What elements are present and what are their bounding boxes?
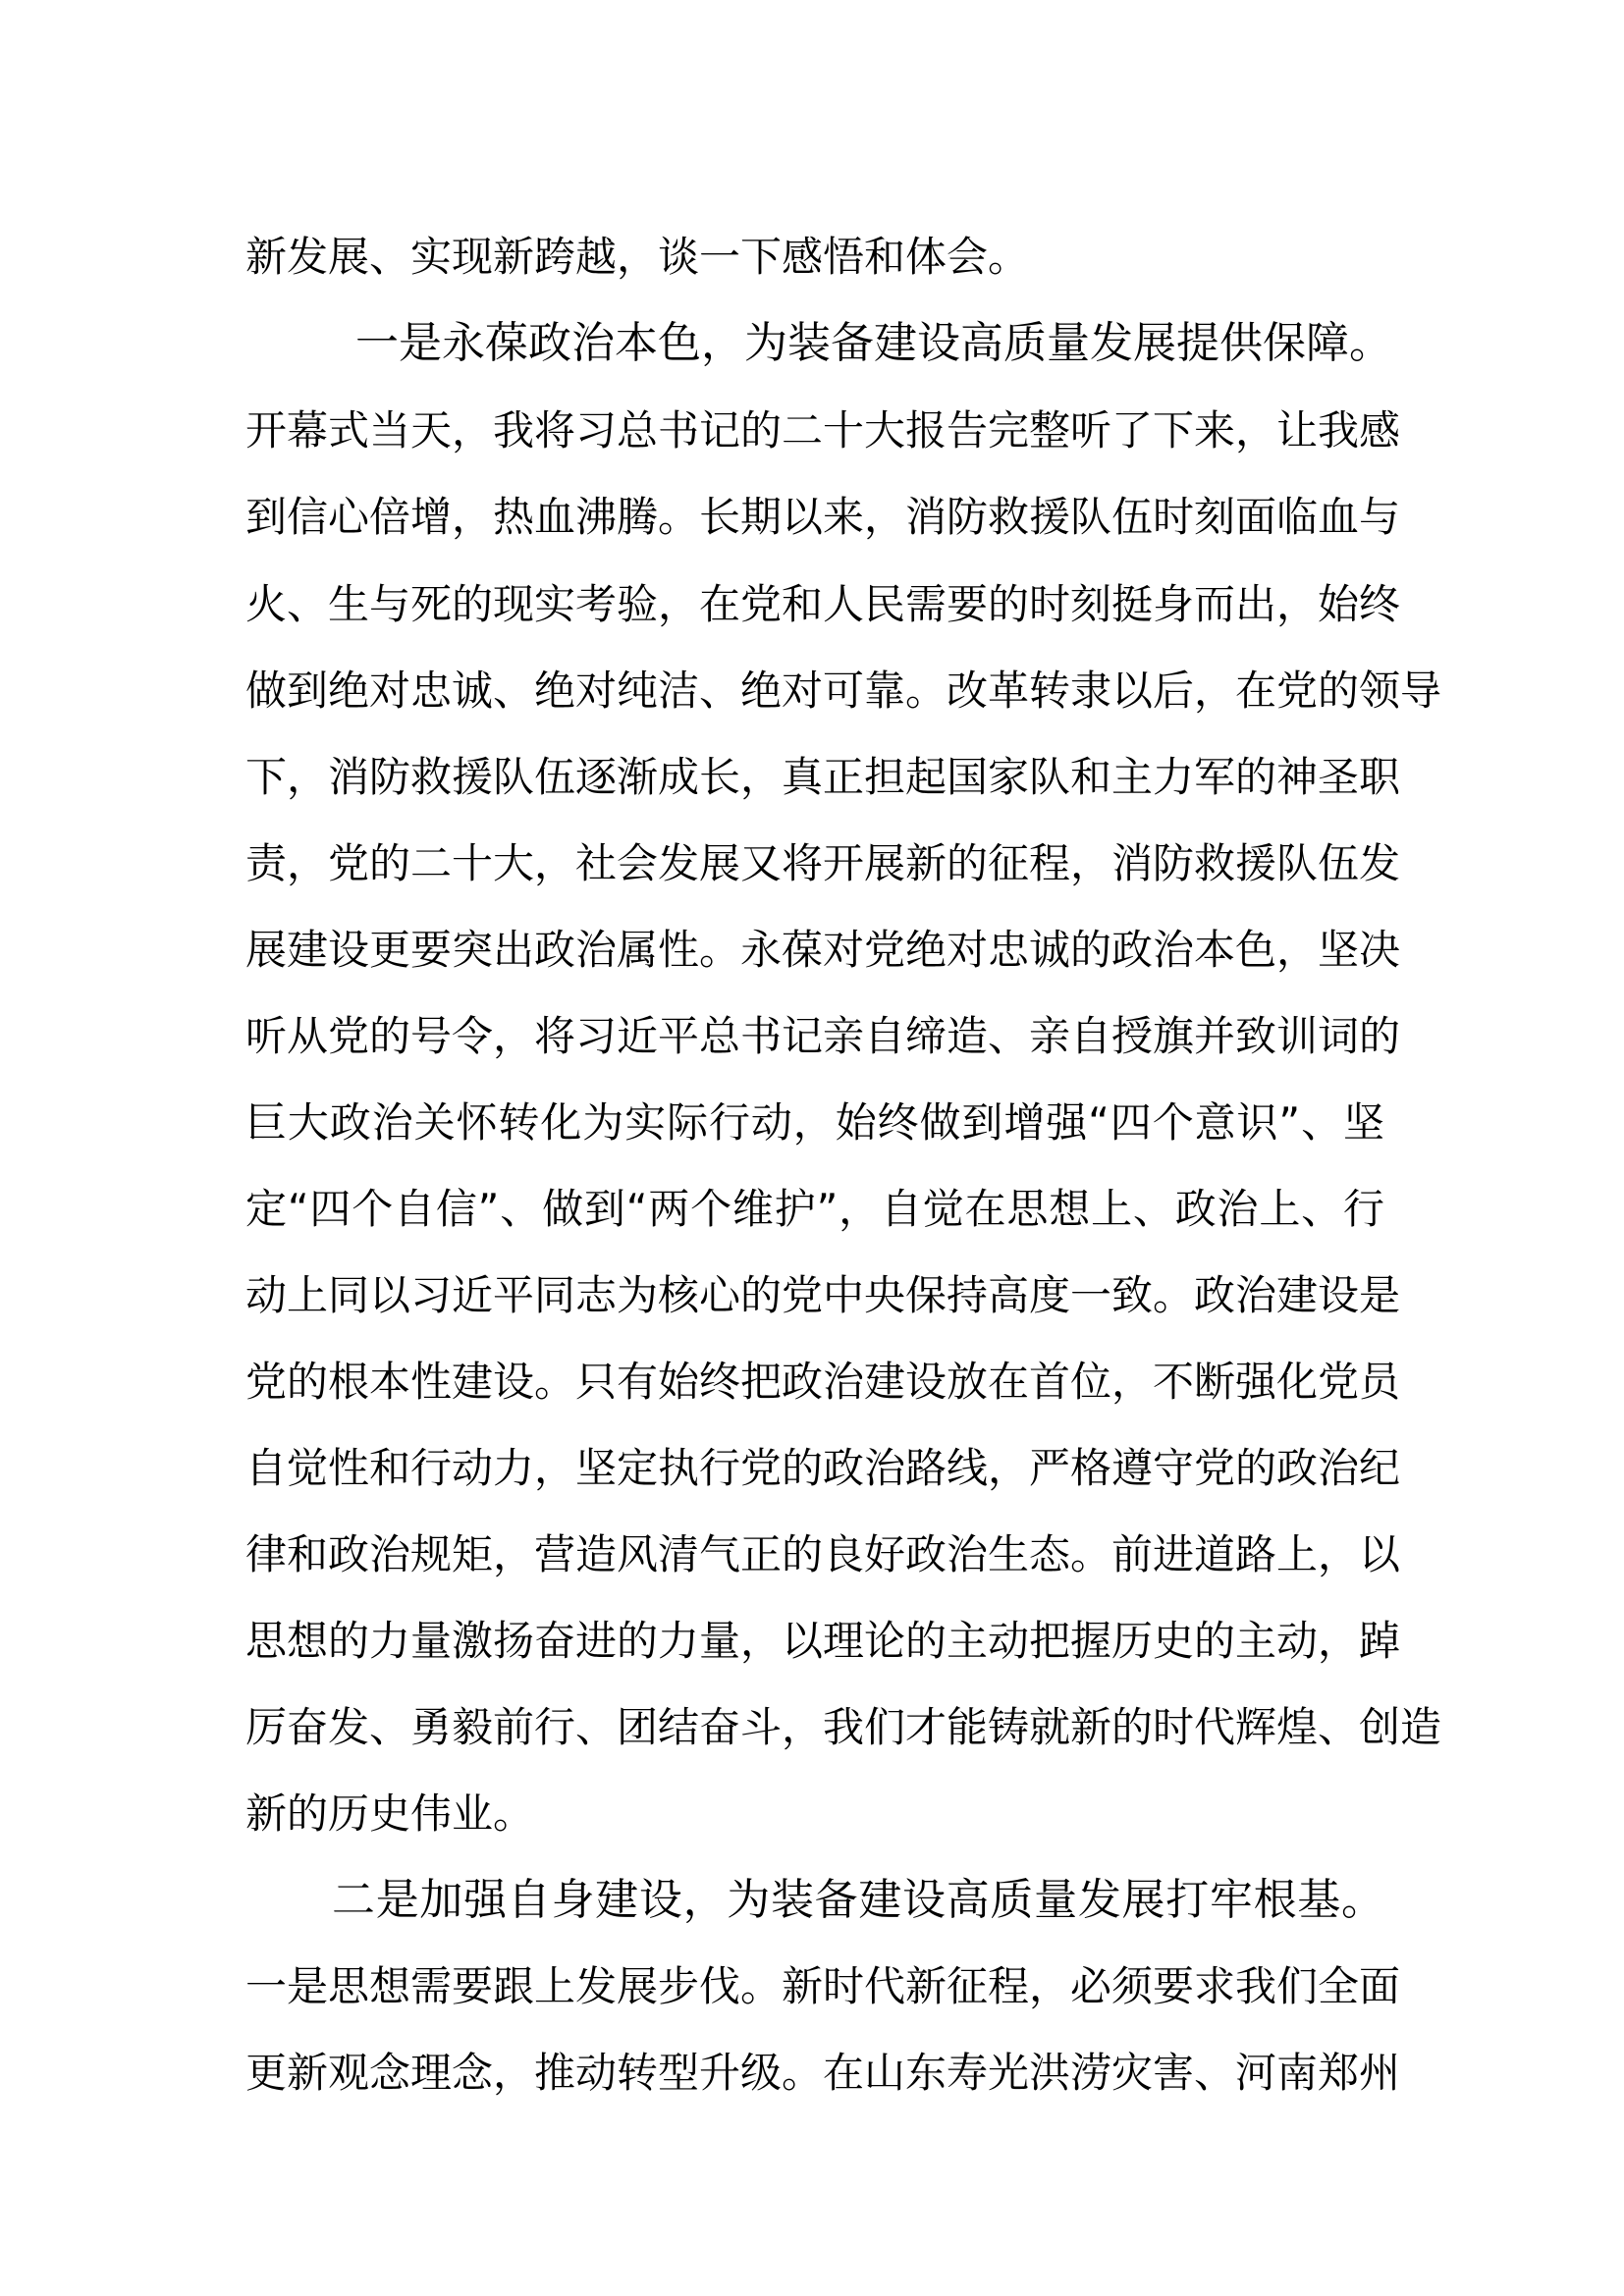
- paragraph-line: 巨大政治关怀转化为实际行动，始终做到增强“四个意识”、坚: [245, 1098, 1384, 1147]
- paragraph-line: 做到绝对忠诚、绝对纯洁、绝对可靠。改革转隶以后，在党的领导: [245, 667, 1442, 715]
- paragraph-line: 一是思想需要跟上发展步伐。新时代新征程，必须要求我们全面: [245, 1962, 1401, 2010]
- paragraph-line: 党的根本性建设。只有始终把政治建设放在首位，不断强化党员: [245, 1358, 1401, 1406]
- paragraph-line: 更新观念理念，推动转型升级。在山东寿光洪涝灾害、河南郑州: [245, 2049, 1401, 2097]
- paragraph-line: 责，党的二十大，社会发展又将开展新的征程，消防救援队伍发: [245, 839, 1401, 887]
- paragraph-line: 展建设更要突出政治属性。永葆对党绝对忠诚的政治本色，坚决: [245, 926, 1401, 974]
- section-heading-2: 二是加强自身建设，为装备建设高质量发展打牢根基。: [332, 1875, 1384, 1925]
- section-heading-1: 一是永葆政治本色，为装备建设高质量发展提供保障。: [355, 318, 1392, 368]
- paragraph-line: 新发展、实现新跨越，谈一下感悟和体会。: [245, 233, 1030, 281]
- paragraph-line: 思想的力量激扬奋进的力量，以理论的主动把握历史的主动，踔: [245, 1617, 1401, 1665]
- paragraph-line: 动上同以习近平同志为核心的党中央保持高度一致。政治建设是: [245, 1271, 1401, 1319]
- paragraph-line: 到信心倍增，热血沸腾。长期以来，消防救援队伍时刻面临血与: [245, 493, 1401, 541]
- paragraph-line: 自觉性和行动力，坚定执行党的政治路线，严格遵守党的政治纪: [245, 1444, 1401, 1492]
- paragraph-line: 定“四个自信”、做到“两个维护”，自觉在思想上、政治上、行: [245, 1185, 1384, 1233]
- paragraph-line: 听从党的号令，将习近平总书记亲自缔造、亲自授旗并致训词的: [245, 1012, 1401, 1060]
- paragraph-line: 律和政治规矩，营造风清气正的良好政治生态。前进道路上，以: [245, 1530, 1401, 1578]
- paragraph-line: 开幕式当天，我将习总书记的二十大报告完整听了下来，让我感: [245, 406, 1401, 454]
- paragraph-line: 下，消防救援队伍逐渐成长，真正担起国家队和主力军的神圣职: [245, 753, 1401, 801]
- paragraph-line: 新的历史伟业。: [245, 1789, 535, 1838]
- paragraph-line: 厉奋发、勇毅前行、团结奋斗，我们才能铸就新的时代辉煌、创造: [245, 1703, 1442, 1751]
- paragraph-line: 火、生与死的现实考验，在党和人民需要的时刻挺身而出，始终: [245, 580, 1401, 628]
